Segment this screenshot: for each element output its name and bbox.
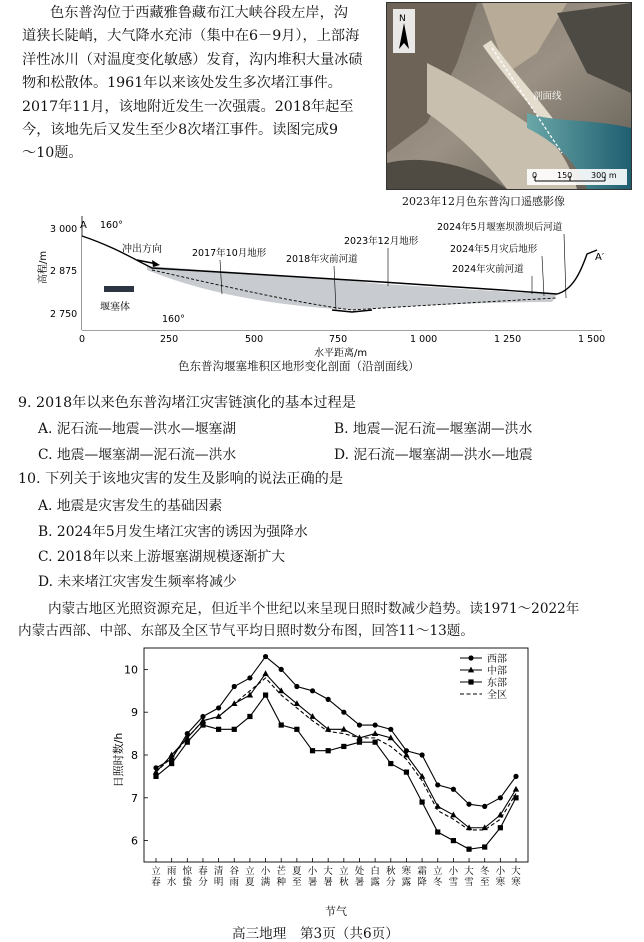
q9-option-a[interactable]: A. 泥石流—地震—洪水—堰塞湖 (38, 421, 237, 437)
east-series-point (419, 799, 424, 804)
east-series-point (310, 748, 315, 753)
satellite-image (386, 2, 632, 190)
x-tick-label: 大寒 (511, 866, 521, 888)
central-series-point (372, 730, 378, 736)
x-tick-label: 立秋 (339, 866, 349, 888)
west-series-point (482, 804, 487, 809)
west-series-point (310, 688, 315, 693)
west-series-point (513, 774, 518, 779)
x-tick-label: 大暑 (323, 866, 333, 888)
point-a: A (80, 220, 87, 231)
east-series-point (498, 825, 503, 830)
x-tick-label: 春分 (198, 866, 208, 888)
intro2-line: 内蒙古地区光照资源充足，但近半个世纪以来呈现日照时数减少趋势。读1971～2022年 (48, 601, 580, 617)
satellite-caption: 2023年12月色东普沟口遥感影像 (402, 195, 565, 208)
x-tick-label: 处暑 (354, 866, 365, 888)
x-tick-label: 清明 (213, 866, 224, 888)
east-series-point (263, 692, 268, 697)
east-series-point (373, 740, 378, 745)
scale-150: 150 (557, 171, 573, 180)
east-series-point (513, 795, 518, 800)
q9-option-d[interactable]: D. 泥石流—堰塞湖—洪水—地震 (334, 447, 533, 463)
scale-300: 300 m (591, 171, 617, 180)
q9-option-c[interactable]: C. 地震—堰塞湖—泥石流—洪水 (38, 447, 237, 463)
east-series-point (404, 770, 409, 775)
west-series-point (326, 697, 331, 702)
x-tick-label: 秋分 (386, 866, 396, 888)
north-arrow-icon (393, 9, 415, 53)
central-series-point (435, 803, 441, 809)
east-series-point (388, 761, 393, 766)
x-tick-label: 小寒 (495, 866, 506, 888)
central-series-point (262, 670, 268, 676)
east-series-point (357, 740, 362, 745)
west-series-point (373, 722, 378, 727)
west-series-point (232, 684, 237, 689)
x-tick-label: 惊蛰 (182, 866, 193, 888)
x-tick-label: 立春 (151, 866, 161, 888)
east-series-point (216, 727, 221, 732)
east-series-point (232, 727, 237, 732)
label-pre2018: 2018年灾前河道 (286, 254, 358, 265)
sunshine-chart (108, 640, 538, 920)
west-series-point (388, 727, 393, 732)
east-series-point (294, 727, 299, 732)
q10-option-c[interactable]: C. 2018年以来上游堰塞湖规模逐渐扩大 (38, 549, 286, 565)
xtick: 1 000 (410, 334, 438, 345)
y-tick-label: 8 (131, 749, 138, 762)
profile-figure (38, 214, 612, 374)
label-post2024dam: 2024年5月堰塞坝溃坝后河道 (437, 222, 563, 233)
profile-y-ticks (50, 224, 77, 320)
west-series-point (341, 710, 346, 715)
angle-bottom: 160° (162, 314, 185, 325)
west-series-point (263, 654, 268, 659)
intro-line: 物和松散体。1961年以来该处发生多次堵江事件。 (22, 75, 342, 92)
y-tick-label: 7 (131, 791, 138, 805)
west-series-point (357, 722, 362, 727)
north-label: N (399, 14, 406, 24)
east-series-point (247, 714, 252, 719)
intro-line: 色东普沟位于西藏雅鲁藏布江大峡谷段左岸，沟 (50, 5, 348, 21)
x-tick-label: 霜降 (417, 866, 427, 888)
legend-label: 东部 (487, 678, 507, 689)
dam-legend-label: 堰塞体 (100, 302, 130, 313)
q10-option-b[interactable]: B. 2024年5月发生堵江灾害的诱因为强降水 (38, 524, 308, 540)
x-tick-label: 立夏 (245, 866, 255, 888)
ytick: 3 000 (50, 224, 78, 235)
chart-ylabel: 日照时数/h (112, 732, 125, 788)
x-tick-label: 芒种 (276, 866, 286, 888)
east-series-point (185, 740, 190, 745)
q10-option-a[interactable]: A. 地震是灾害发生的基础因素 (38, 498, 223, 514)
scale-0: 0 (532, 171, 538, 180)
y-tick-label: 9 (131, 706, 138, 720)
q9-option-b[interactable]: B. 地震—泥石流—堰塞湖—洪水 (334, 421, 533, 437)
east-series-point (341, 744, 346, 749)
west-series-point (498, 795, 503, 800)
xtick: 500 (245, 334, 264, 345)
intro-line: 道狭长陡峭，大气降水充沛（集中在6－9月），上部海 (22, 28, 360, 45)
page-footer: 高三地理 第3页（共6页） (232, 926, 399, 942)
point-a-prime: A′ (595, 252, 605, 263)
east-series-point (451, 838, 456, 843)
label-post2024: 2024年5月灾后地形 (450, 244, 538, 255)
y-tick-label: 10 (124, 663, 138, 677)
xtick: 250 (160, 334, 179, 345)
east-series-point (482, 844, 487, 849)
east-series-point (153, 774, 158, 779)
x-tick-label: 谷雨 (229, 866, 240, 888)
west-series-point (419, 752, 424, 757)
impact-direction: 冲出方向 (122, 244, 162, 255)
west-series-point (279, 667, 284, 672)
x-tick-label: 寒露 (401, 866, 412, 888)
xtick: 1 500 (578, 334, 606, 345)
west-series-point (294, 684, 299, 689)
x-tick-label: 雨水 (166, 866, 177, 888)
chart-xlabel: 节气 (325, 905, 347, 918)
xtick: 0 (79, 334, 86, 345)
ytick: 2 875 (50, 266, 78, 277)
west-series-point (247, 675, 252, 680)
west-series-line (156, 657, 516, 807)
intro-line: 2017年11月，该地附近发生一次强震。2018年起至 (22, 98, 354, 115)
xtick: 750 (329, 334, 348, 345)
intro-paragraph (22, 2, 380, 166)
central-series-line (156, 674, 516, 828)
x-tick-label: 白露 (370, 866, 380, 888)
x-tick-label: 立冬 (432, 866, 443, 888)
east-series-point (279, 722, 284, 727)
profile-x-ticks (79, 334, 605, 345)
q10-option-d[interactable]: D. 未来堵江灾害发生频率将减少 (38, 574, 237, 590)
west-series-point (451, 787, 456, 792)
x-tick-label: 大雪 (464, 866, 474, 888)
west-series-point (216, 705, 221, 710)
profile-ylabel: 高程/m (38, 250, 49, 284)
dam-legend-swatch (104, 286, 134, 292)
intro-line: 洋性冰川（对温度变化敏感）发育，沟内堆积大量冰碛 (22, 51, 363, 68)
legend-point (468, 655, 473, 660)
y-tick-label: 6 (131, 834, 138, 848)
q9-stem: 9. 2018年以来色东普沟堵江灾害链演化的基本过程是 (18, 395, 356, 411)
ytick: 2 750 (50, 309, 78, 320)
central-series-point (513, 786, 519, 792)
profile-xlabel: 水平距离/m (314, 348, 368, 359)
x-tick-label: 小满 (260, 866, 271, 888)
central-series-point (450, 812, 456, 818)
intro-line: 今，该地先后又发生至少8次堵江事件。读图完成9 (22, 122, 338, 139)
west-series-point (435, 782, 440, 787)
profile-caption: 色东普沟堰塞堆积区地形变化剖面（沿剖面线） (178, 359, 420, 373)
x-tick-label: 冬至 (479, 866, 490, 888)
q10-stem: 10. 下列关于该地灾害的发生及影响的说法正确的是 (18, 471, 344, 487)
angle-top: 160° (100, 220, 123, 231)
label-2017: 2017年10月地形 (192, 248, 267, 259)
xtick: 1 250 (494, 334, 522, 345)
x-tick-label: 小雪 (448, 866, 459, 888)
x-tick-label: 小暑 (307, 866, 318, 888)
label-pre2024: 2024年灾前河道 (452, 264, 524, 275)
label-2023: 2023年12月地形 (344, 236, 419, 247)
legend-label: 中部 (487, 666, 507, 677)
legend-label: 西部 (487, 654, 507, 665)
scale-bar (527, 169, 627, 185)
west-series-point (466, 802, 471, 807)
east-series-point (435, 829, 440, 834)
legend-label: 全区 (487, 690, 507, 701)
intro-line: ～10题。 (22, 145, 83, 162)
east-series-point (326, 748, 331, 753)
legend-point (468, 679, 473, 684)
whole-series-line (156, 678, 516, 830)
intro2-line: 内蒙古西部、中部、东部及全区节气平均日照时数分布图，回答11～13题。 (18, 623, 474, 639)
east-series-line (156, 695, 516, 849)
east-series-point (466, 847, 471, 852)
profile-line-label: 剖面线 (533, 91, 562, 102)
x-tick-label: 夏至 (292, 866, 302, 888)
east-series-point (169, 761, 174, 766)
